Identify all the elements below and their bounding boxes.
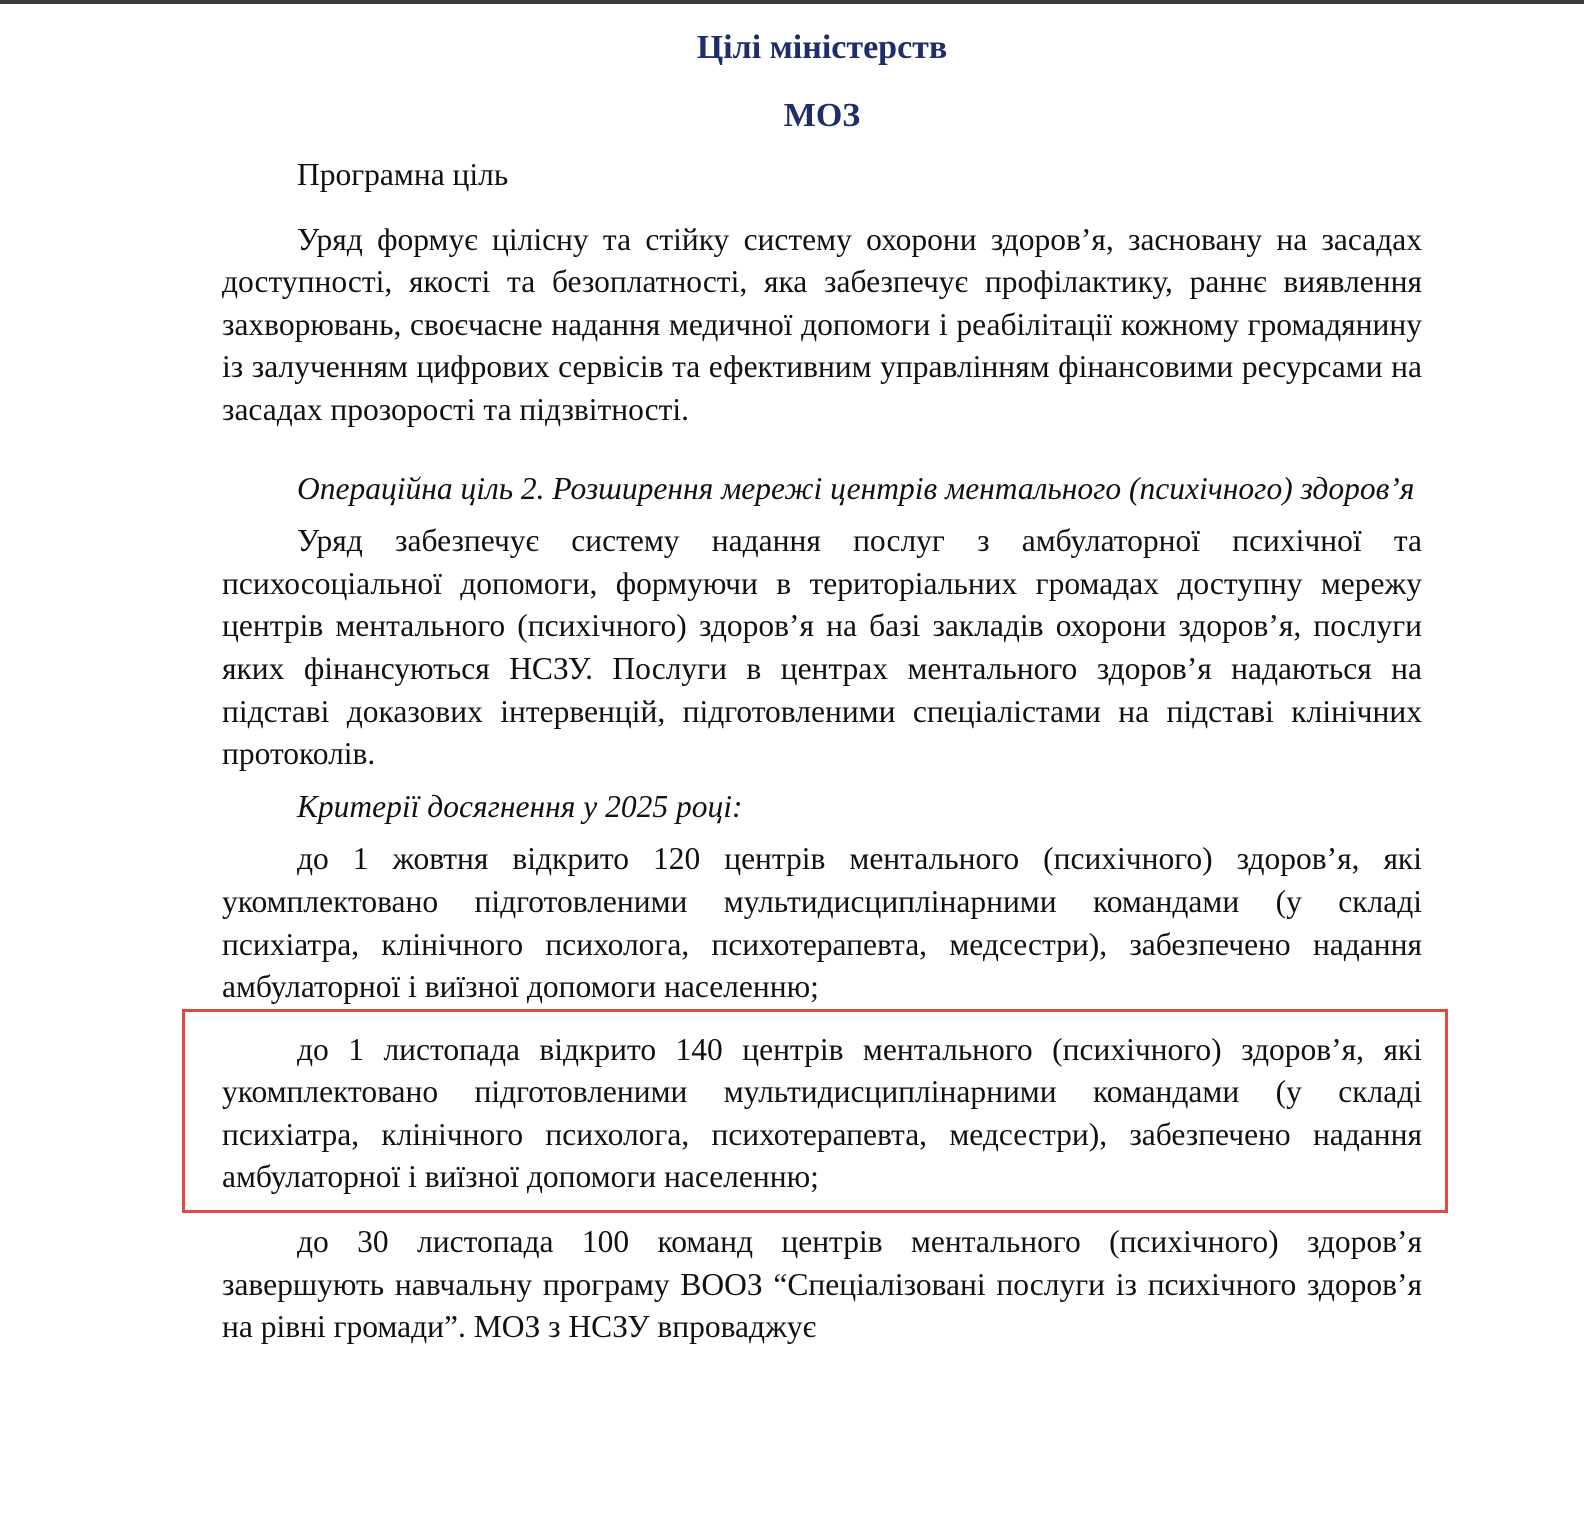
criterion-item: до 1 листопада відкрито 140 центрів ментального (психічного) здоров’я, які укомплектовано підготовленими мультидисциплінарними командами (у складі психіатра, клінічного психолога, психотерапевта, медсестри), забезпечено надання амбулаторної і виїзної допомоги населенню; <box>222 1031 1422 1195</box>
highlighted-criterion <box>222 1029 1422 1199</box>
operational-goal-text: Уряд забезпечує систему надання послуг з амбулаторної психічної та психосоціальної допомоги, формуючи в територіальних громадах доступну мережу центрів ментального (психічного) здоров’я на базі закладів охорони здоров’я, послуги яких фінансуються НСЗУ. Послуги в центрах ментального здоров’я надаються на підставі доказових інтервенцій, підготовленими спеціалістами на підставі клінічних протоколів. <box>222 523 1422 772</box>
ministry-title: МОЗ <box>783 97 861 134</box>
document-page <box>222 24 1422 1349</box>
top-border <box>0 0 1584 4</box>
criteria-heading: Критерії досягнення у 2025 році: <box>297 788 743 824</box>
criterion-item: до 30 листопада 100 команд центрів ментального (психічного) здоров’я завершують навчальну програму ВООЗ “Спеціалізовані послуги із психічного здоров’я на рівні громади”. МОЗ з НСЗУ впроваджує <box>222 1224 1422 1345</box>
operational-goal-heading: Операційна ціль 2. Розширення мережі центрів ментального (психічного) здоров’я <box>297 470 1415 506</box>
program-goal-heading: Програмна ціль <box>297 157 509 192</box>
criterion-item: до 1 жовтня відкрито 120 центрів ментального (психічного) здоров’я, які укомплектовано підготовленими мультидисциплінарними командами (у складі психіатра, клінічного психолога, психотерапевта, медсестри), забезпечено надання амбулаторної і виїзної допомоги населенню; <box>222 841 1422 1005</box>
program-goal-text: Уряд формує цілісну та стійку систему охорони здоров’я, засновану на засадах доступності, якості та безоплатності, яка забезпечує профілактику, раннє виявлення захворювань, своєчасне надання медичної допомоги і реабілітації кожному громадянину із залученням цифрових сервісів та ефективним управлінням фінансовими ресурсами на засадах прозорості та підзвітності. <box>222 221 1422 427</box>
page-title: Цілі міністерств <box>696 29 948 66</box>
